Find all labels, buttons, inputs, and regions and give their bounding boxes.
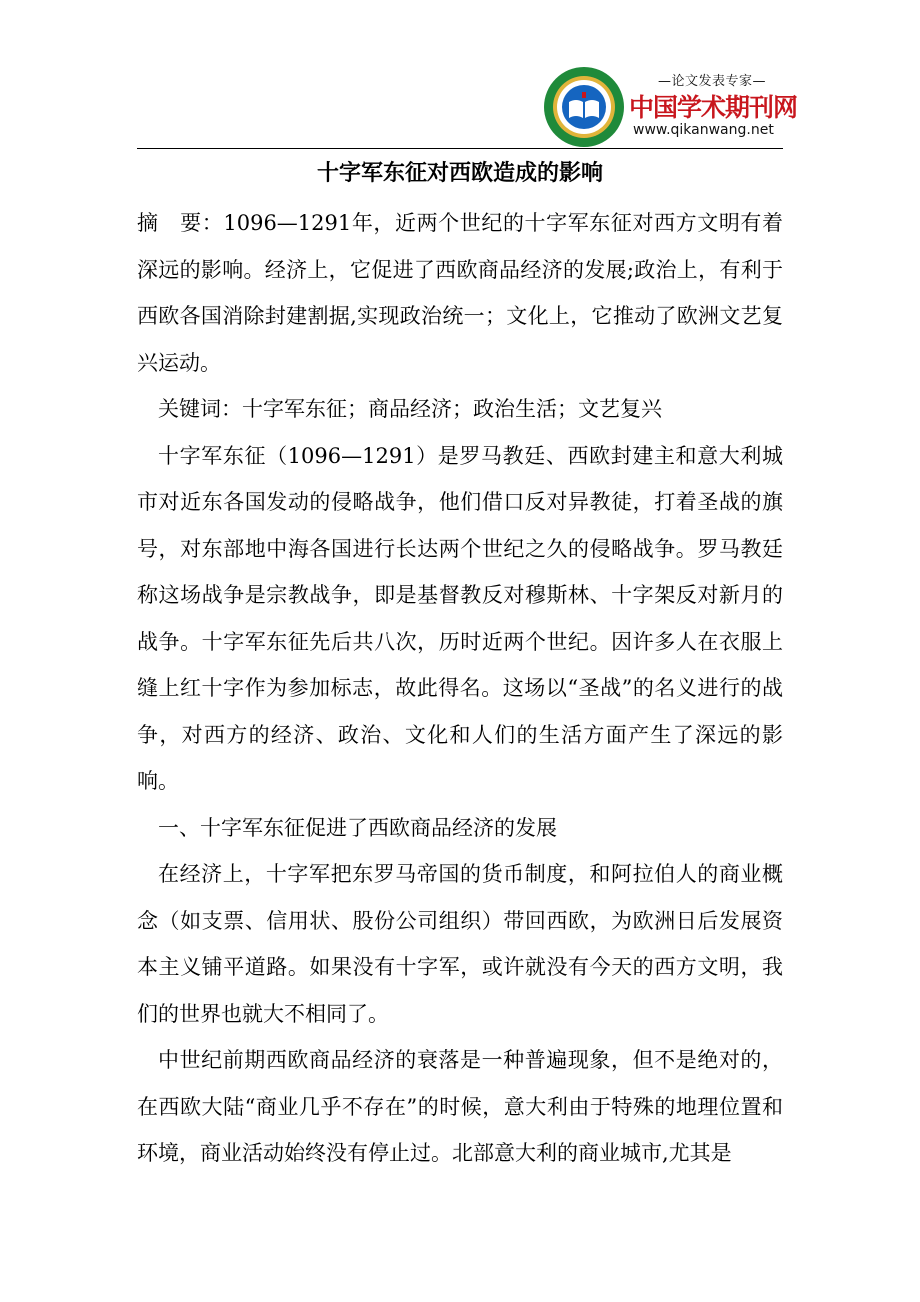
section-paragraph: 在经济上，十字军把东罗马帝国的货币制度，和阿拉伯人的商业概念（如支票、信用状、股份公司组织）带回西欧，为欧洲日后发展资本主义铺平道路。如果没有十字军，或许就没有今天的西方文明，我们的世界也就大不相同了。 <box>137 862 783 1026</box>
article-body <box>137 200 783 1177</box>
section-paragraph: 中世纪前期西欧商品经济的衰落是一种普遍现象，但不是绝对的，在西欧大陆“商业几乎不存在”的时候，意大利由于特殊的地理位置和环境，商业活动始终没有停止过。北部意大利的商业城市,尤其是 <box>137 1048 783 1165</box>
keywords-line: 关键词：十字军东征；商品经济；政治生活；文艺复兴 <box>158 397 662 421</box>
journal-seal-icon <box>543 66 625 148</box>
article-title: 十字军东征对西欧造成的影响 <box>316 160 603 186</box>
abstract-paragraph <box>137 200 783 386</box>
abstract-text: 1096—1291年，近两个世纪的十字军东征对西方文明有着深远的影响。经济上，它促进了西欧商品经济的发展;政治上，有利于西欧各国消除封建割据,实现政治统一；文化上，它推动了欧洲文艺复兴运动。 <box>137 211 784 375</box>
section-heading: 一、十字军东征促进了西欧商品经济的发展 <box>158 815 557 840</box>
abstract-label: 摘 要： <box>137 211 224 235</box>
site-url[interactable]: www.qikanwang.net <box>633 122 774 138</box>
header-tagline: —论文发表专家— <box>657 74 766 89</box>
header-logo <box>543 66 798 150</box>
intro-paragraph: 十字军东征（1096—1291）是罗马教廷、西欧封建主和意大利城市对近东各国发动的侵略战争，他们借口反对异教徒，打着圣战的旗号，对东部地中海各国进行长达两个世纪之久的侵略战争。罗马教廷称这场战争是宗教战争，即是基督教反对穆斯林、十字架反对新月的战争。十字军东征先后共八次，历时近两个世纪。因许多人在衣服上缝上红十字作为参加标志，故此得名。这场以“圣战”的名义进行的战争，对西方的经济、政治、文化和人们的生活方面产生了深远的影响。 <box>137 443 783 793</box>
brand-name: 中国学术期刊网 <box>629 93 798 122</box>
header-divider <box>137 148 783 149</box>
